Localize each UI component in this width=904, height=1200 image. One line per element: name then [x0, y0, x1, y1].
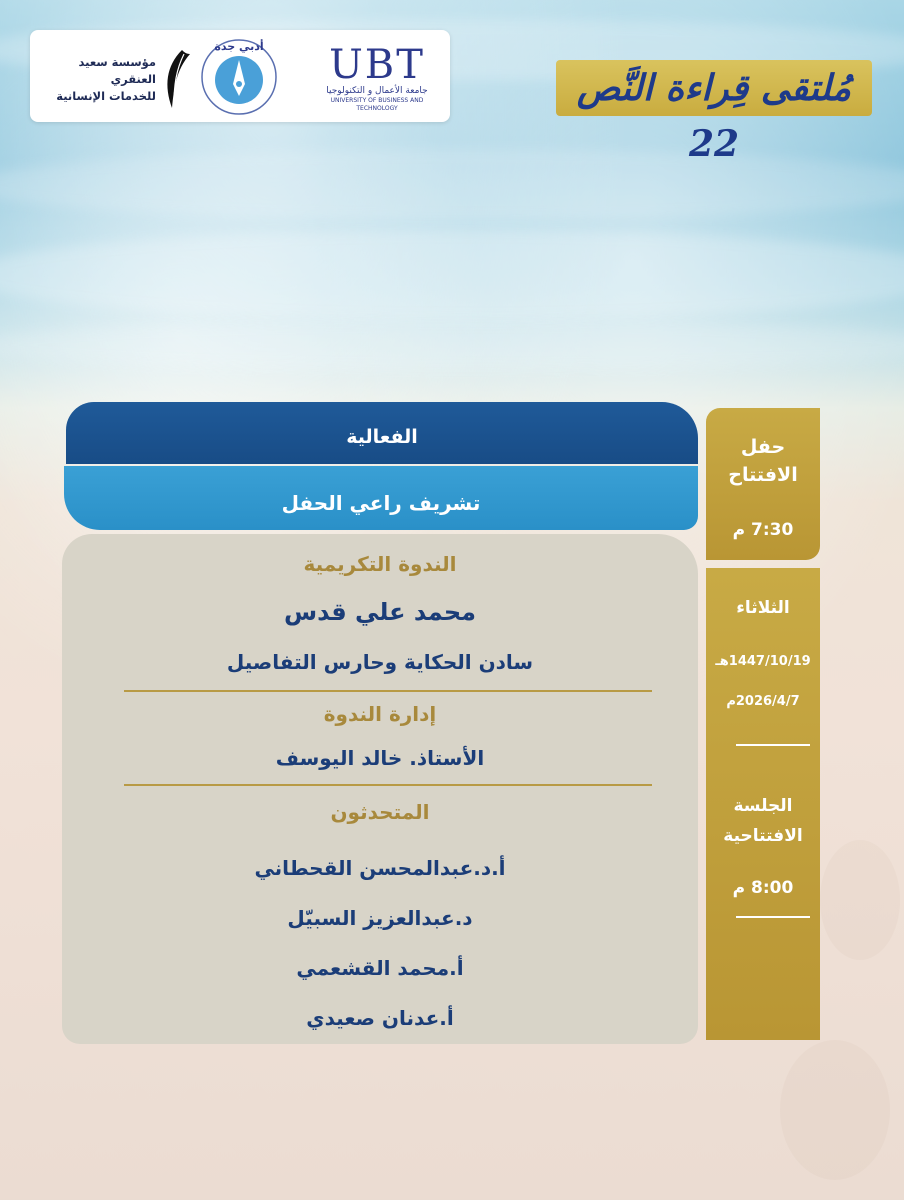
feather-logo-icon: [162, 48, 192, 110]
moderator-name: الأستاذ. خالد اليوسف: [275, 746, 485, 770]
divider: [124, 784, 652, 786]
patron-item: تشريف راعي الحفل: [281, 491, 481, 515]
ubt-name-ar: جامعة الأعمال و التكنولوجيا: [326, 86, 428, 96]
event-title: مُلتقى قِراءة النَّص 22: [576, 67, 852, 165]
foundation-name-line2: للخدمات الإنسانية: [56, 89, 156, 103]
foundation-name-line1: مؤسسة سعيد العنقري: [78, 55, 156, 86]
opening-label-line2: الافتتاح: [728, 464, 798, 486]
ubt-logo: [312, 44, 442, 113]
divider: [736, 916, 810, 918]
honoree-title: سادن الحكاية وحارس التفاصيل: [226, 650, 534, 674]
sea-foam-wave: [0, 320, 904, 370]
sponsor-logo-banner: [30, 30, 450, 122]
jeddah-literary-name: أدبي جدة: [214, 40, 264, 53]
speaker-item: أ.محمد القشعمي: [296, 956, 464, 980]
honoree-name: محمد علي قدس: [284, 598, 476, 626]
speaker-item: أ.د.عبدالمحسن القحطاني: [254, 856, 506, 880]
sand-texture: [820, 840, 900, 960]
speaker-item: د.عبدالعزيز السبيّل: [287, 906, 473, 930]
hijri-date: 1447/10/19هـ: [715, 654, 811, 669]
speakers-heading: المتحدثون: [330, 800, 430, 824]
program-header: الفعالية: [346, 426, 418, 448]
gregorian-date: 2026/4/7م: [726, 694, 800, 709]
opening-time: 7:30 م: [732, 520, 794, 540]
sea-foam-wave: [0, 150, 904, 220]
event-day: الثلاثاء: [736, 598, 790, 618]
ubt-name-en: UNIVERSITY OF BUSINESS AND TECHNOLOGY: [330, 97, 424, 112]
session-label-line2: الافتتاحية: [723, 826, 803, 846]
moderation-heading: إدارة الندوة: [323, 702, 437, 726]
foundation-name: [36, 54, 156, 105]
symposium-heading: الندوة التكريمية: [303, 552, 457, 576]
opening-label-line1: حفل: [740, 436, 786, 458]
opening-time-block: [706, 408, 820, 560]
speaker-item: أ.عدنان صعيدي: [306, 1006, 454, 1030]
divider: [124, 690, 652, 692]
divider: [736, 744, 810, 746]
session-time: 8:00 م: [732, 878, 794, 898]
ubt-mark: UBT: [329, 42, 425, 88]
sea-foam-wave: [0, 230, 904, 320]
sand-texture: [780, 1040, 890, 1180]
session-time-block: [706, 568, 820, 1040]
session-label-line1: الجلسة: [733, 796, 793, 816]
